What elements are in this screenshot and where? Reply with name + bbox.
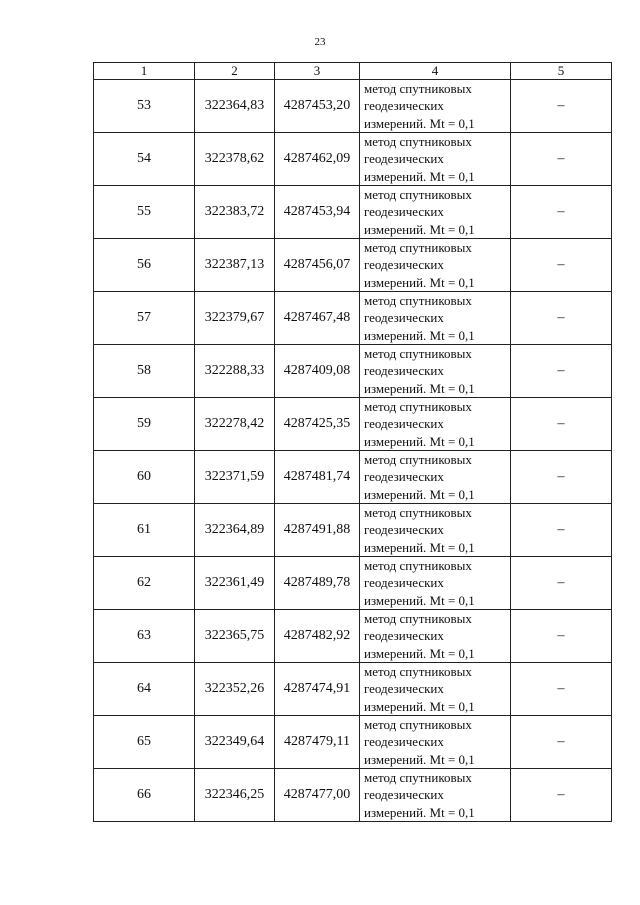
method-text-line: геодезических: [364, 734, 444, 750]
point-number-cell: 63: [94, 610, 195, 663]
method-text-line: геодезических: [364, 204, 444, 220]
method-text-line: измерений. Mt = 0,1: [364, 168, 475, 184]
method-text-line: измерений. Mt = 0,1: [364, 751, 475, 767]
table-row: [94, 557, 612, 610]
note-cell: –: [511, 292, 612, 345]
table-row: [94, 133, 612, 186]
table-row: [94, 186, 612, 239]
y-coordinate-cell: 4287479,11: [275, 716, 360, 769]
method-text-line: измерений. Mt = 0,1: [364, 539, 475, 555]
x-coordinate-cell: 322361,49: [195, 557, 275, 610]
note-cell: –: [511, 80, 612, 133]
coordinates-table: [93, 62, 612, 822]
note-cell: –: [511, 398, 612, 451]
method-text-line: геодезических: [364, 363, 444, 379]
y-coordinate-cell: 4287489,78: [275, 557, 360, 610]
note-cell: –: [511, 716, 612, 769]
method-cell: [360, 80, 511, 133]
method-text-line: метод спутниковых: [364, 664, 472, 680]
method-text-line: метод спутниковых: [364, 134, 472, 150]
y-coordinate-cell: 4287453,20: [275, 80, 360, 133]
method-text-line: метод спутниковых: [364, 187, 472, 203]
table-row: [94, 716, 612, 769]
method-text-line: измерений. Mt = 0,1: [364, 486, 475, 502]
x-coordinate-cell: 322346,25: [195, 769, 275, 822]
method-text-line: измерений. Mt = 0,1: [364, 645, 475, 661]
method-text-line: геодезических: [364, 416, 444, 432]
method-cell: [360, 610, 511, 663]
method-text-line: метод спутниковых: [364, 81, 472, 97]
note-cell: –: [511, 451, 612, 504]
method-text-line: измерений. Mt = 0,1: [364, 804, 475, 820]
table-row: [94, 398, 612, 451]
point-number-cell: 60: [94, 451, 195, 504]
point-number-cell: 58: [94, 345, 195, 398]
table-body: [94, 80, 612, 822]
method-text-line: измерений. Mt = 0,1: [364, 592, 475, 608]
x-coordinate-cell: 322365,75: [195, 610, 275, 663]
y-coordinate-cell: 4287491,88: [275, 504, 360, 557]
table-row: [94, 663, 612, 716]
point-number-cell: 66: [94, 769, 195, 822]
method-text-line: метод спутниковых: [364, 770, 472, 786]
method-text-line: измерений. Mt = 0,1: [364, 433, 475, 449]
method-cell: [360, 716, 511, 769]
method-text-line: метод спутниковых: [364, 717, 472, 733]
x-coordinate-cell: 322352,26: [195, 663, 275, 716]
note-cell: –: [511, 239, 612, 292]
method-text-line: геодезических: [364, 310, 444, 326]
method-text-line: геодезических: [364, 681, 444, 697]
y-coordinate-cell: 4287456,07: [275, 239, 360, 292]
x-coordinate-cell: 322278,42: [195, 398, 275, 451]
point-number-cell: 57: [94, 292, 195, 345]
method-text-line: метод спутниковых: [364, 293, 472, 309]
x-coordinate-cell: 322288,33: [195, 345, 275, 398]
column-header: 4: [360, 63, 511, 80]
method-text-line: геодезических: [364, 257, 444, 273]
point-number-cell: 65: [94, 716, 195, 769]
table-row: [94, 451, 612, 504]
method-text-line: метод спутниковых: [364, 611, 472, 627]
method-text-line: измерений. Mt = 0,1: [364, 115, 475, 131]
note-cell: –: [511, 186, 612, 239]
method-cell: [360, 186, 511, 239]
x-coordinate-cell: 322379,67: [195, 292, 275, 345]
note-cell: –: [511, 610, 612, 663]
table-header-row: [94, 63, 612, 80]
table-row: [94, 345, 612, 398]
method-text-line: измерений. Mt = 0,1: [364, 698, 475, 714]
y-coordinate-cell: 4287453,94: [275, 186, 360, 239]
table-row: [94, 292, 612, 345]
method-cell: [360, 663, 511, 716]
method-text-line: геодезических: [364, 787, 444, 803]
method-text-line: геодезических: [364, 151, 444, 167]
x-coordinate-cell: 322378,62: [195, 133, 275, 186]
method-text-line: геодезических: [364, 469, 444, 485]
note-cell: –: [511, 504, 612, 557]
x-coordinate-cell: 322387,13: [195, 239, 275, 292]
point-number-cell: 53: [94, 80, 195, 133]
y-coordinate-cell: 4287425,35: [275, 398, 360, 451]
method-text-line: измерений. Mt = 0,1: [364, 221, 475, 237]
method-cell: [360, 398, 511, 451]
table-row: [94, 239, 612, 292]
table-row: [94, 504, 612, 557]
x-coordinate-cell: 322364,83: [195, 80, 275, 133]
method-cell: [360, 239, 511, 292]
y-coordinate-cell: 4287482,92: [275, 610, 360, 663]
x-coordinate-cell: 322364,89: [195, 504, 275, 557]
column-header: 2: [195, 63, 275, 80]
y-coordinate-cell: 4287462,09: [275, 133, 360, 186]
note-cell: –: [511, 663, 612, 716]
method-text-line: геодезических: [364, 628, 444, 644]
method-text-line: измерений. Mt = 0,1: [364, 380, 475, 396]
x-coordinate-cell: 322371,59: [195, 451, 275, 504]
point-number-cell: 59: [94, 398, 195, 451]
method-cell: [360, 769, 511, 822]
note-cell: –: [511, 345, 612, 398]
point-number-cell: 64: [94, 663, 195, 716]
page-number: 23: [314, 36, 326, 48]
method-cell: [360, 504, 511, 557]
table-row: [94, 610, 612, 663]
method-cell: [360, 557, 511, 610]
point-number-cell: 61: [94, 504, 195, 557]
y-coordinate-cell: 4287467,48: [275, 292, 360, 345]
method-text-line: метод спутниковых: [364, 452, 472, 468]
point-number-cell: 55: [94, 186, 195, 239]
method-text-line: геодезических: [364, 522, 444, 538]
column-header: 1: [94, 63, 195, 80]
y-coordinate-cell: 4287481,74: [275, 451, 360, 504]
y-coordinate-cell: 4287474,91: [275, 663, 360, 716]
method-text-line: измерений. Mt = 0,1: [364, 327, 475, 343]
method-text-line: метод спутниковых: [364, 399, 472, 415]
y-coordinate-cell: 4287409,08: [275, 345, 360, 398]
method-text-line: метод спутниковых: [364, 505, 472, 521]
note-cell: –: [511, 133, 612, 186]
point-number-cell: 56: [94, 239, 195, 292]
table-row: [94, 769, 612, 822]
x-coordinate-cell: 322383,72: [195, 186, 275, 239]
method-text-line: метод спутниковых: [364, 346, 472, 362]
method-cell: [360, 133, 511, 186]
method-text-line: геодезических: [364, 98, 444, 114]
column-header: 3: [275, 63, 360, 80]
method-text-line: метод спутниковых: [364, 558, 472, 574]
y-coordinate-cell: 4287477,00: [275, 769, 360, 822]
method-cell: [360, 292, 511, 345]
note-cell: –: [511, 557, 612, 610]
method-text-line: геодезических: [364, 575, 444, 591]
point-number-cell: 54: [94, 133, 195, 186]
method-text-line: метод спутниковых: [364, 240, 472, 256]
method-cell: [360, 451, 511, 504]
x-coordinate-cell: 322349,64: [195, 716, 275, 769]
point-number-cell: 62: [94, 557, 195, 610]
method-cell: [360, 345, 511, 398]
column-header: 5: [511, 63, 612, 80]
method-text-line: измерений. Mt = 0,1: [364, 274, 475, 290]
table-row: [94, 80, 612, 133]
note-cell: –: [511, 769, 612, 822]
